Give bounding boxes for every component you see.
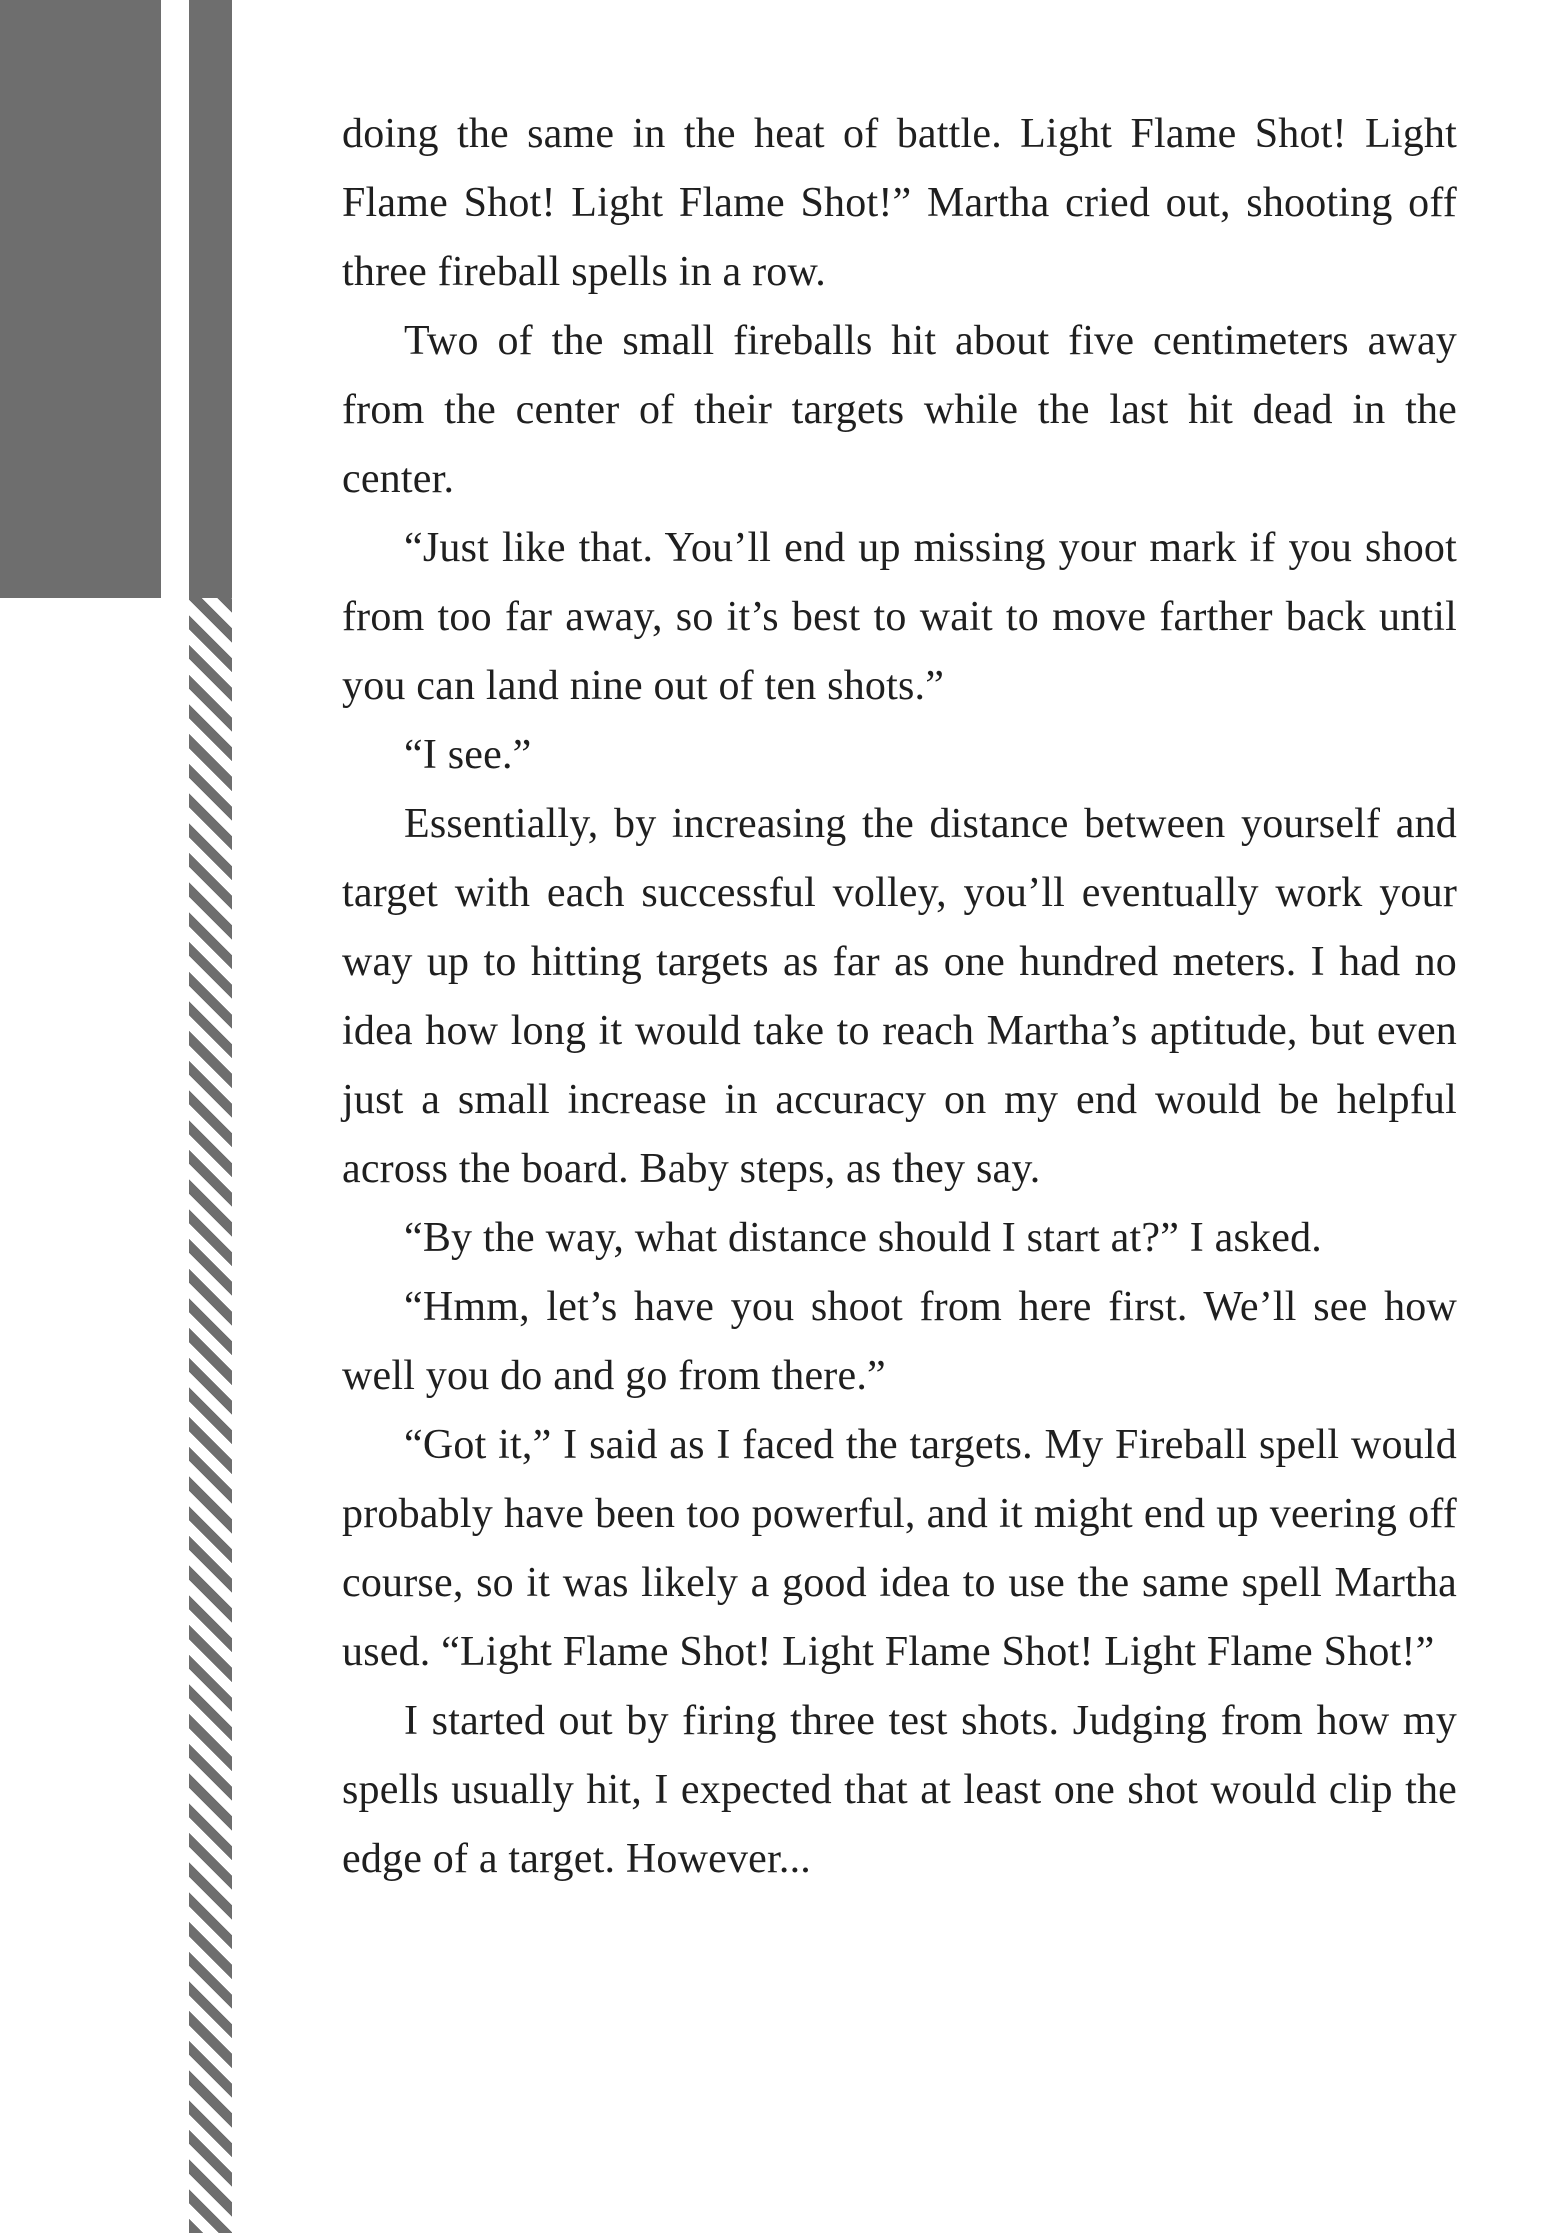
spine-bar-decoration bbox=[189, 0, 232, 598]
paragraph: I started out by firing three test shots. Judging from how my spells usually hit, I expected that at least one shot would clip the edge of a target. However... bbox=[342, 1698, 1457, 1882]
paragraph: “By the way, what distance should I start at?” I asked. bbox=[404, 1215, 1322, 1261]
paragraph: “Hmm, let’s have you shoot from here first. We’ll see how well you do and go from there.” bbox=[342, 1284, 1457, 1399]
paragraph: Essentially, by increasing the distance between yourself and target with each successful volley, you’ll eventually work your way up to hitting targets as far as one hundred meters. I had no idea how long it would take to reach Martha’s aptitude, but even just a small increase in accuracy on my end would be helpful across the board. Baby steps, as they say. bbox=[342, 801, 1457, 1192]
corner-block-decoration bbox=[0, 0, 161, 598]
spine-stripes-decoration bbox=[189, 598, 232, 2233]
paragraph: “Just like that. You’ll end up missing your mark if you shoot from too far away, so it’s best to wait to move farther back until you can land nine out of ten shots.” bbox=[342, 525, 1457, 709]
page-text bbox=[342, 100, 1457, 1894]
paragraph: Two of the small fireballs hit about five centimeters away from the center of their targets while the last hit dead in the center. bbox=[342, 318, 1457, 502]
paragraph: doing the same in the heat of battle. Light Flame Shot! Light Flame Shot! Light Flame Shot!” Martha cried out, shooting off three fireball spells in a row. bbox=[342, 111, 1457, 295]
paragraph: “Got it,” I said as I faced the targets. My Fireball spell would probably have been too powerful, and it might end up veering off course, so it was likely a good idea to use the same spell Martha used. “Light Flame Shot! Light Flame Shot! Light Flame Shot!” bbox=[342, 1422, 1457, 1675]
paragraph: “I see.” bbox=[404, 732, 532, 778]
